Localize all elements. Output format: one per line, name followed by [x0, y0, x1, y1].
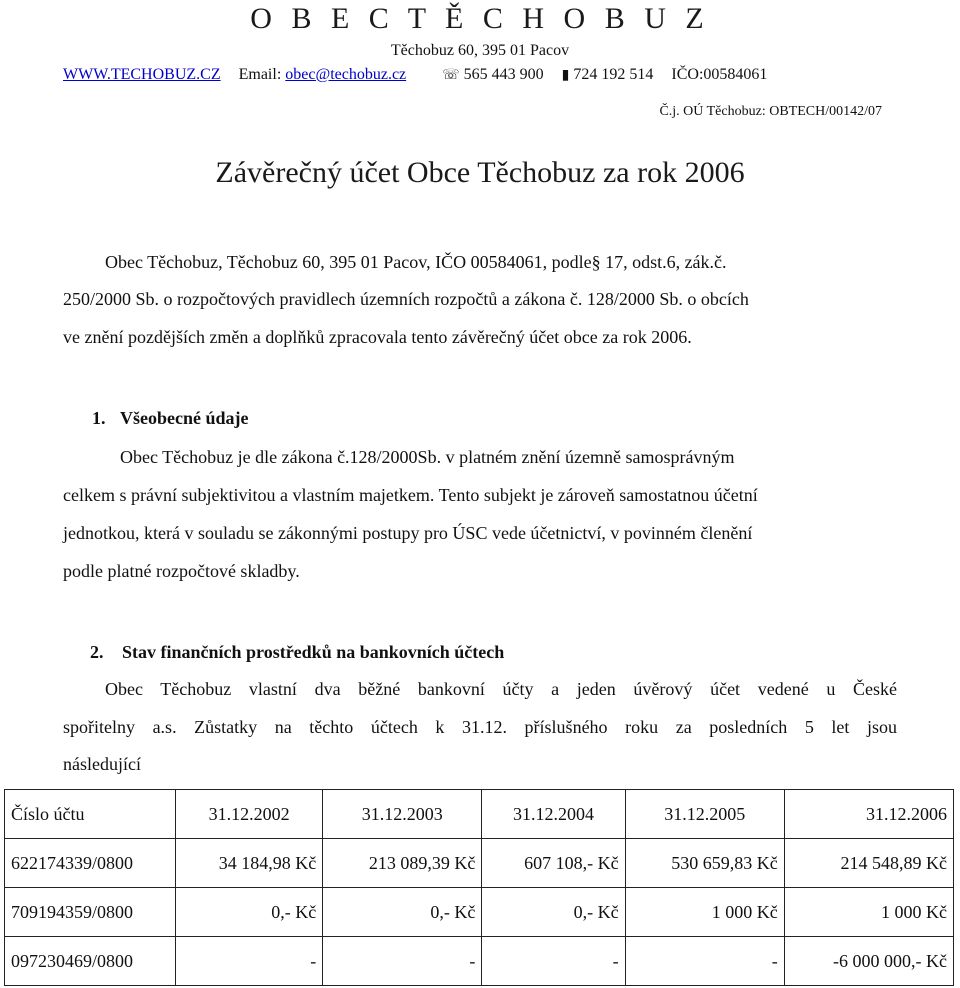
- mobile-number: 724 192 514: [573, 66, 654, 83]
- table-row: [5, 839, 954, 888]
- website-link[interactable]: WWW.TECHOBUZ.CZ: [63, 66, 221, 83]
- table-row: [5, 937, 954, 986]
- balance-cell: -: [482, 937, 625, 986]
- balance-cell: 213 089,39 Kč: [323, 839, 482, 888]
- section-1-heading: Všeobecné údaje: [120, 408, 249, 428]
- table-header-cell: 31.12.2003: [323, 790, 482, 839]
- section-2-heading: Stav finančních prostředků na bankovních účtech: [122, 642, 505, 662]
- section-2-line-1: Obec Těchobuz vlastní dva běžné bankovní účty a jeden úvěrový účet vedené u České: [105, 679, 897, 699]
- section-2-number: 2.: [90, 642, 104, 662]
- table-header-cell: Číslo účtu: [5, 790, 176, 839]
- table-header-row: [5, 790, 954, 839]
- section-2-line-3: následující: [63, 754, 141, 774]
- balance-cell: -: [625, 937, 784, 986]
- table-row: [5, 888, 954, 937]
- intro-line-2: 250/2000 Sb. o rozpočtových pravidlech územních rozpočtů a zákona č. 128/2000 Sb. o obcích: [63, 289, 749, 309]
- table-header-cell: 31.12.2004: [482, 790, 625, 839]
- mobile-phone-icon: ▮: [561, 67, 570, 83]
- balance-cell: -: [176, 937, 323, 986]
- section-2-line-2: spořitelny a.s. Zůstatky na těchto účtech k 31.12. příslušného roku za posledních 5 let jsou: [63, 717, 897, 737]
- balance-cell: -6 000 000,- Kč: [784, 937, 953, 986]
- table-header-cell: 31.12.2006: [784, 790, 953, 839]
- table-header-cell: 31.12.2005: [625, 790, 784, 839]
- account-number-cell: 097230469/0800: [5, 937, 176, 986]
- balance-cell: 214 548,89 Kč: [784, 839, 953, 888]
- intro-line-1: Obec Těchobuz, Těchobuz 60, 395 01 Pacov, IČO 00584061, podle§ 17, odst.6, zák.č.: [105, 252, 727, 272]
- table-header-cell: 31.12.2002: [176, 790, 323, 839]
- balance-cell: 607 108,- Kč: [482, 839, 625, 888]
- balance-cell: 0,- Kč: [176, 888, 323, 937]
- contact-line: [63, 66, 767, 84]
- balance-cell: 34 184,98 Kč: [176, 839, 323, 888]
- paragraph-sign: §: [591, 252, 601, 272]
- section-1-line-1: Obec Těchobuz je dle zákona č.128/2000Sb. v platném znění územně samosprávným: [120, 447, 735, 467]
- balance-cell: 0,- Kč: [482, 888, 625, 937]
- section-1-line-3: jednotkou, která v souladu se zákonnými postupy pro ÚSC vede účetnictví, v povinném členění: [63, 523, 753, 543]
- balance-cell: -: [323, 937, 482, 986]
- account-number-cell: 709194359/0800: [5, 888, 176, 937]
- balance-cell: 530 659,83 Kč: [625, 839, 784, 888]
- balance-cell: 1 000 Kč: [625, 888, 784, 937]
- address: Těchobuz 60, 395 01 Pacov: [390, 42, 570, 59]
- bank-balances-table: [4, 789, 954, 986]
- document-title: Závěrečný účet Obce Těchobuz za rok 2006: [215, 156, 745, 189]
- intro-line-3: ve znění pozdějších změn a doplňků zpracovala tento závěrečný účet obce za rok 2006.: [63, 327, 692, 347]
- balance-cell: 0,- Kč: [323, 888, 482, 937]
- account-number-cell: 622174339/0800: [5, 839, 176, 888]
- section-1-line-2: celkem s právní subjektivitou a vlastním majetkem. Tento subjekt je zároveň samostatnou účetní: [63, 485, 758, 505]
- email-label: Email:: [238, 66, 282, 83]
- municipality-title: O B E C T Ě C H O B U Z: [250, 2, 710, 35]
- reference-number: Č.j. OÚ Těchobuz: OBTECH/00142/07: [659, 104, 882, 119]
- section-1-number: 1.: [92, 408, 106, 428]
- email-link[interactable]: obec@techobuz.cz: [285, 66, 407, 83]
- section-1-line-4: podle platné rozpočtové skladby.: [63, 561, 300, 581]
- phone-number: 565 443 900: [463, 66, 544, 83]
- balance-cell: 1 000 Kč: [784, 888, 953, 937]
- ico-number: IČO:00584061: [671, 66, 768, 83]
- telephone-icon: ☏: [442, 67, 460, 83]
